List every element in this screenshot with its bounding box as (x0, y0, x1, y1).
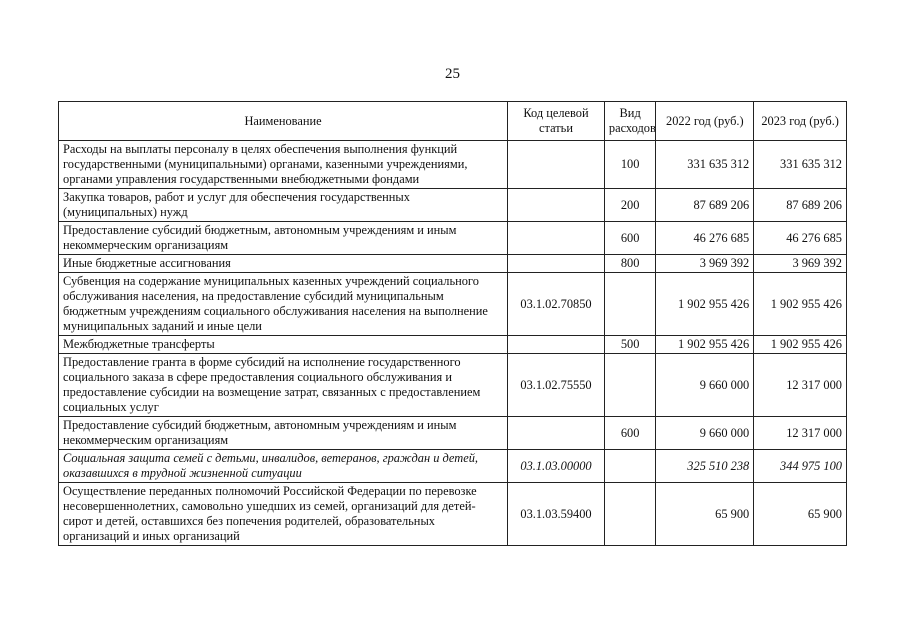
row-amount-2023: 1 902 955 426 (754, 273, 847, 336)
row-code (508, 222, 605, 255)
row-amount-2022: 46 276 685 (656, 222, 754, 255)
table-row (59, 141, 847, 189)
header-type: Вид расходов (604, 102, 656, 141)
table-row (59, 255, 847, 273)
row-expense-type (604, 354, 656, 417)
row-name: Предоставление субсидий бюджетным, автономным учреждениям и иным некоммерческим организациям (59, 417, 508, 450)
row-name: Субвенция на содержание муниципальных казенных учреждений социального обслуживания населения, на предоставление субсидий муниципальным бюджетным учреждениям социального обслуживания населения на выполнение муниципальных заданий и иные цели (59, 273, 508, 336)
header-year-2023: 2023 год (руб.) (754, 102, 847, 141)
row-expense-type (604, 273, 656, 336)
row-name: Иные бюджетные ассигнования (59, 255, 508, 273)
row-code (508, 255, 605, 273)
table-row (59, 189, 847, 222)
row-name: Предоставление субсидий бюджетным, автономным учреждениям и иным некоммерческим организациям (59, 222, 508, 255)
table-body (59, 141, 847, 546)
row-expense-type: 600 (604, 417, 656, 450)
row-expense-type: 500 (604, 336, 656, 354)
row-expense-type: 200 (604, 189, 656, 222)
table-header-row (59, 102, 847, 141)
row-code: 03.1.03.59400 (508, 483, 605, 546)
row-amount-2023: 1 902 955 426 (754, 336, 847, 354)
row-name: Осуществление переданных полномочий Российской Федерации по перевозке несовершеннолетних, самовольно ушедших из семей, организаций для детей-сирот и детей, оставшихся без попечения родителей, образовательных организаций и иных организаций (59, 483, 508, 546)
row-code (508, 417, 605, 450)
row-code (508, 189, 605, 222)
header-year-2022: 2022 год (руб.) (656, 102, 754, 141)
table-row (59, 450, 847, 483)
row-name: Социальная защита семей с детьми, инвалидов, ветеранов, граждан и детей, оказавшихся в трудной жизненной ситуации (59, 450, 508, 483)
row-amount-2023: 3 969 392 (754, 255, 847, 273)
row-name: Расходы на выплаты персоналу в целях обеспечения выполнения функций государственными (муниципальными) органами, казенными учреждениями, органами управления государственными внебюджетными фондами (59, 141, 508, 189)
row-expense-type: 800 (604, 255, 656, 273)
row-expense-type: 100 (604, 141, 656, 189)
row-amount-2022: 331 635 312 (656, 141, 754, 189)
row-code: 03.1.02.75550 (508, 354, 605, 417)
row-amount-2022: 65 900 (656, 483, 754, 546)
row-amount-2023: 46 276 685 (754, 222, 847, 255)
row-amount-2023: 12 317 000 (754, 354, 847, 417)
row-amount-2023: 65 900 (754, 483, 847, 546)
row-expense-type: 600 (604, 222, 656, 255)
row-amount-2022: 1 902 955 426 (656, 336, 754, 354)
row-name: Предоставление гранта в форме субсидий на исполнение государственного социального заказа в сфере предоставления социального обслуживания и предоставление субсидии на возмещение затрат, связанных с предоставлением социальных услуг (59, 354, 508, 417)
row-code (508, 336, 605, 354)
table-row (59, 273, 847, 336)
row-name: Межбюджетные трансферты (59, 336, 508, 354)
row-code: 03.1.03.00000 (508, 450, 605, 483)
row-amount-2022: 1 902 955 426 (656, 273, 754, 336)
row-amount-2022: 87 689 206 (656, 189, 754, 222)
row-amount-2022: 9 660 000 (656, 417, 754, 450)
row-expense-type (604, 450, 656, 483)
header-name: Наименование (59, 102, 508, 141)
budget-table (58, 101, 847, 546)
row-amount-2023: 344 975 100 (754, 450, 847, 483)
row-amount-2023: 331 635 312 (754, 141, 847, 189)
row-amount-2023: 12 317 000 (754, 417, 847, 450)
header-code: Код целевой статьи (508, 102, 605, 141)
table-row (59, 417, 847, 450)
table-row (59, 222, 847, 255)
table-row (59, 483, 847, 546)
row-amount-2022: 9 660 000 (656, 354, 754, 417)
row-amount-2022: 3 969 392 (656, 255, 754, 273)
row-code: 03.1.02.70850 (508, 273, 605, 336)
row-code (508, 141, 605, 189)
row-name: Закупка товаров, работ и услуг для обеспечения государственных (муниципальных) нужд (59, 189, 508, 222)
row-amount-2022: 325 510 238 (656, 450, 754, 483)
row-amount-2023: 87 689 206 (754, 189, 847, 222)
page-number: 25 (445, 66, 460, 82)
row-expense-type (604, 483, 656, 546)
table-row (59, 336, 847, 354)
table-row (59, 354, 847, 417)
